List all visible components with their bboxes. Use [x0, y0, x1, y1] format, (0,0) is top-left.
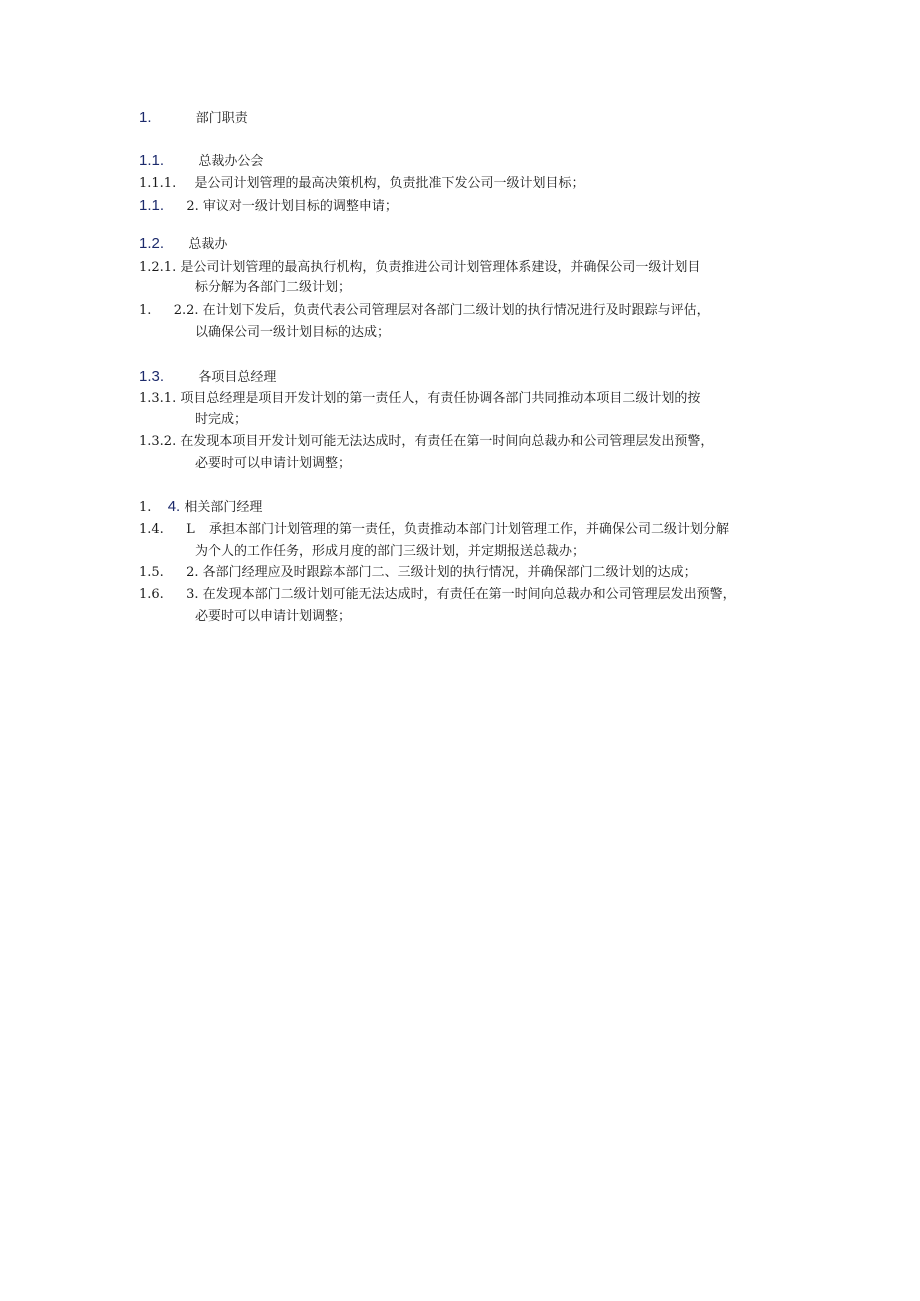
item-text: 各部门经理应及时跟踪本部门二、三级计划的执行情况，并确保部门二级计划的达成；: [202, 565, 697, 580]
item-continuation: 标分解为各部门二级计划；: [195, 280, 352, 295]
item-number: 1.5.: [139, 565, 164, 580]
item-continuation: 为个人的工作任务，形成月度的部门三级计划，并定期报送总裁办；: [195, 544, 586, 559]
item-continuation: 必要时可以申请计划调整；: [195, 456, 352, 471]
subsection-title: 总裁办: [188, 237, 228, 252]
item-subnumber: 2.2.: [173, 303, 199, 318]
item-subnumber: 2.: [186, 565, 199, 580]
section-heading: [139, 108, 248, 129]
subsection-subnumber: 4.: [167, 498, 181, 515]
item-text: 在计划下发后，负责代表公司管理层对各部门二级计划的执行情况进行及时跟踪与评估，: [202, 303, 710, 318]
item-subnumber: 3.: [186, 587, 199, 602]
item-number: 1.3.2.: [139, 434, 177, 449]
item-text: 是公司计划管理的最高决策机构，负责批准下发公司一级计划目标；: [194, 176, 585, 191]
item-number: 1.2.1.: [139, 260, 177, 275]
list-item: [139, 585, 736, 605]
item-text: 项目总经理是项目开发计划的第一责任人，有责任协调各部门共同推动本项目二级计划的按: [180, 391, 701, 406]
item-subnumber: L: [186, 522, 195, 537]
subsection-title: 总裁办公会: [198, 154, 264, 169]
list-item: [139, 389, 700, 409]
subsection-number: 1.: [139, 500, 152, 515]
item-text: 承担本部门计划管理的第一责任，负责推动本部门计划管理工作，并确保公司二级计划分解: [209, 522, 730, 537]
item-number: 1.1.1.: [139, 176, 177, 191]
subsection-title: 各项目总经理: [198, 370, 277, 385]
item-number: 1.3.1.: [139, 391, 177, 406]
item-number: 1.4.: [139, 522, 164, 537]
item-number: 1.: [139, 303, 152, 318]
subsection-heading: [139, 151, 263, 172]
item-continuation: 以确保公司一级计划目标的达成；: [195, 325, 391, 340]
subsection-title: 相关部门经理: [184, 500, 263, 515]
item-number: 1.6.: [139, 587, 164, 602]
list-item: [139, 196, 398, 217]
item-text: 是公司计划管理的最高执行机构，负责推进公司计划管理体系建设，并确保公司一级计划目: [180, 260, 701, 275]
item-subnumber: 2.: [186, 199, 199, 214]
item-continuation: 必要时可以申请计划调整；: [195, 609, 352, 624]
item-continuation: 时完成；: [195, 412, 248, 427]
list-item: [139, 258, 700, 278]
item-text: 在发现本部门二级计划可能无法达成时，有责任在第一时间向总裁办和公司管理层发出预警，: [202, 587, 736, 602]
list-item: [139, 301, 710, 321]
subsection-heading: [139, 234, 227, 255]
list-item: [139, 563, 697, 583]
item-number: 1.1.: [139, 197, 165, 214]
subsection-heading: [139, 497, 262, 518]
subsection-heading: [139, 367, 276, 388]
list-item: [139, 432, 713, 452]
subsection-number: 1.3.: [139, 368, 165, 385]
subsection-number: 1.2.: [139, 235, 165, 252]
item-text: 在发现本项目开发计划可能无法达成时，有责任在第一时间向总裁办和公司管理层发出预警，: [180, 434, 714, 449]
subsection-number: 1.1.: [139, 152, 165, 169]
section-number: 1.: [139, 109, 152, 126]
section-title: 部门职责: [195, 111, 248, 126]
list-item: [139, 520, 729, 540]
item-text: 审议对一级计划目标的调整申请；: [202, 199, 398, 214]
list-item: [139, 174, 585, 194]
